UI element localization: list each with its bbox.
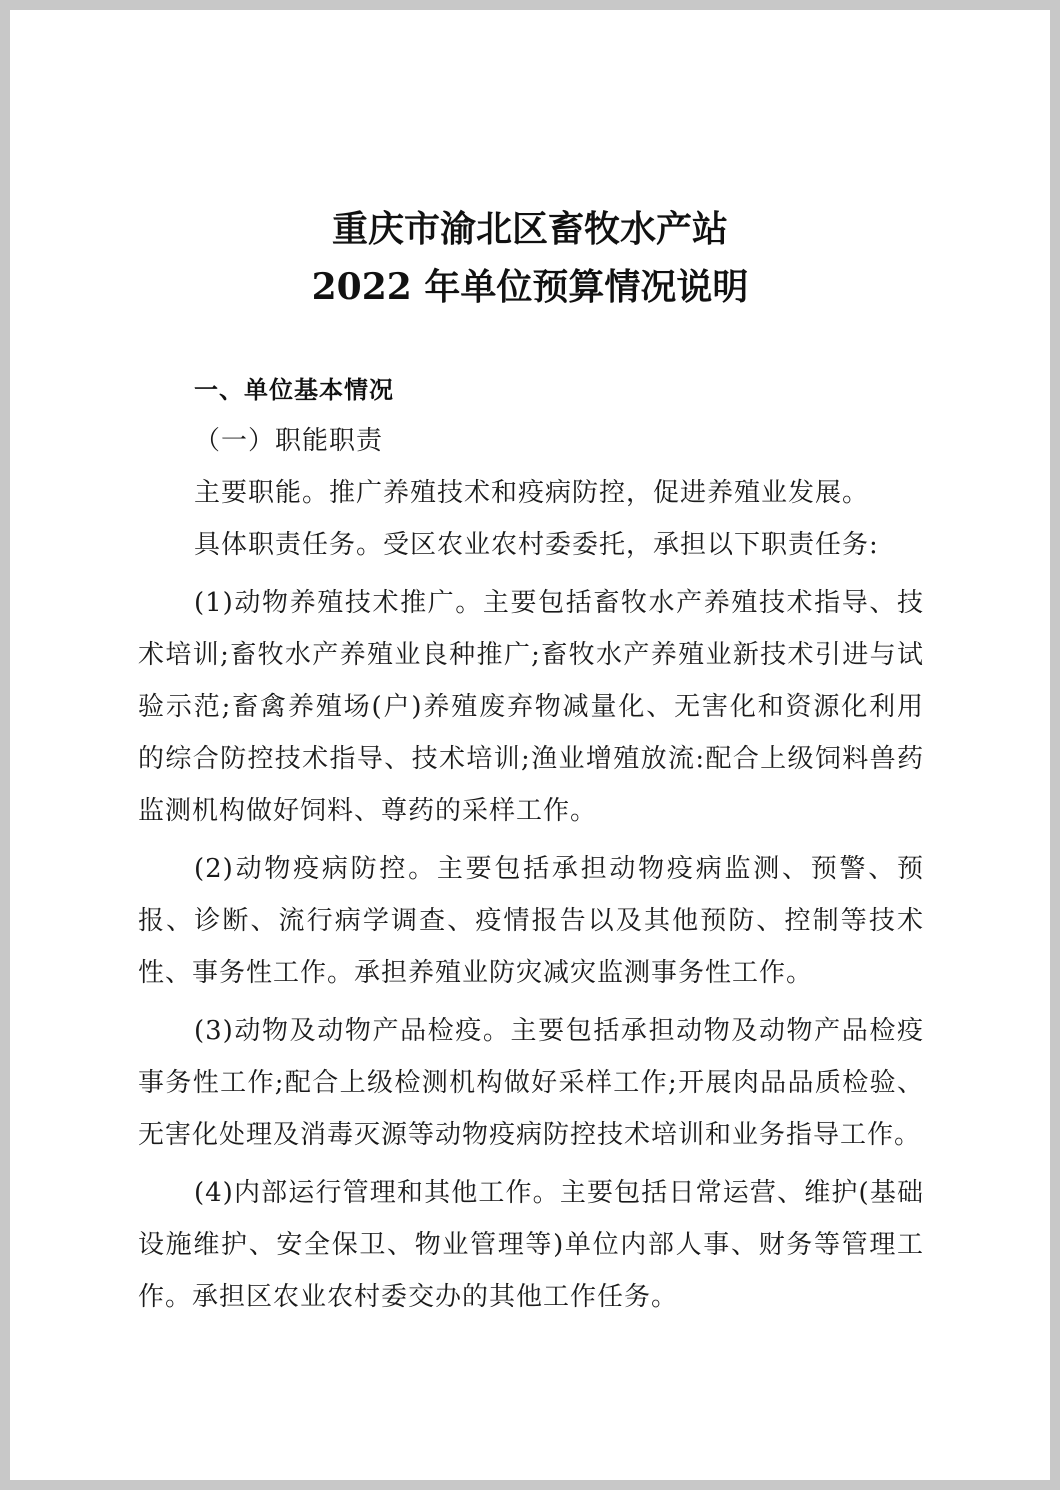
duty-4-paragraph: (4)内部运行管理和其他工作。主要包括日常运营、维护(基础设施维护、安全保卫、物业管理等)单位内部人事、财务等管理工作。承担区农业农村委交办的其他工作任务。 [138,1178,924,1312]
duty-3-paragraph: (3)动物及动物产品检疫。主要包括承担动物及动物产品检疫事务性工作;配合上级检测机构做好采样工作;开展肉品品质检验、无害化处理及消毒灭源等动物疫病防控技术培训和业务指导工作。 [138,1016,924,1150]
document-page [10,10,1050,1480]
duty-1-paragraph: (1)动物养殖技术推广。主要包括畜牧水产养殖技术指导、技术培训;畜牧水产养殖业良种推广;畜牧水产养殖业新技术引进与试验示范;畜禽养殖场(户)养殖废弃物减量化、无害化和资源化利用的综合防控技术指导、技术培训;渔业增殖放流:配合上级饲料兽药监测机构做好饲料、尊药的采样工作。 [138,588,924,826]
title-line-2: 2022 年单位预算情况说明 [311,266,749,308]
title-line-1: 重庆市渝北区畜牧水产站 [331,208,728,250]
subsection-heading: （一）职能职责 [194,426,384,456]
document-body [138,365,924,1323]
section-heading: 一、单位基本情况 [194,376,394,404]
document-title [10,200,1050,316]
main-function-paragraph: 主要职能。推广养殖技术和疫病防控，促进养殖业发展。 [194,478,870,508]
duties-intro-paragraph: 具体职责任务。受区农业农村委委托，承担以下职责任务: [194,530,879,560]
duty-2-paragraph: (2)动物疫病防控。主要包括承担动物疫病监测、预警、预报、诊断、流行病学调查、疫情报告以及其他预防、控制等技术性、事务性工作。承担养殖业防灾减灾监测事务性工作。 [138,854,924,988]
